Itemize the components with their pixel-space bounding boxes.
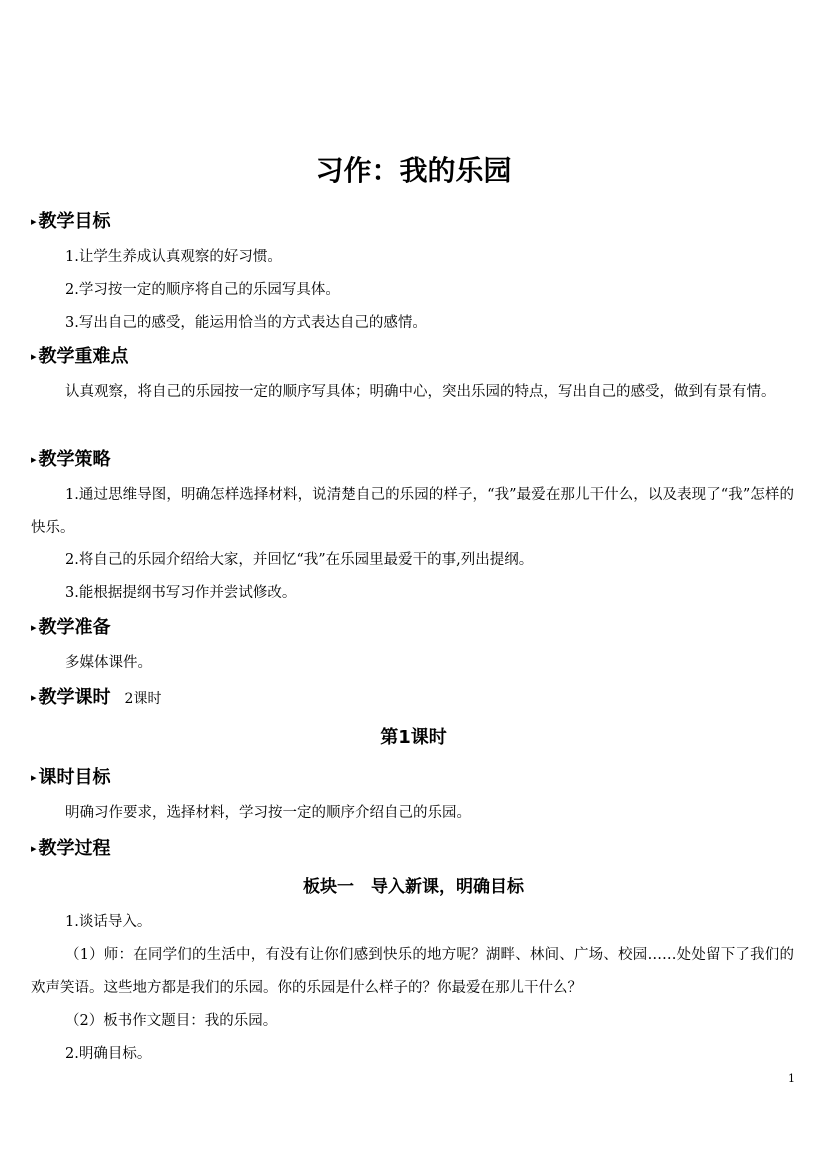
strategy-item: 1.通过思维导图，明确怎样选择材料，说清楚自己的乐园的样子，“我”最爱在那儿干什么，以及表现了“我”怎样的快乐。: [31, 487, 794, 536]
heading-label: 教学准备: [38, 617, 111, 638]
triangle-marker-icon: ▸: [31, 350, 37, 363]
process-item: 2.明确目标。: [65, 1046, 152, 1062]
difficulties-text: 认真观察，将自己的乐园按一定的顺序写具体；明确中心，突出乐园的特点，写出自己的感受，做到有景有情。: [65, 384, 776, 400]
page-number: 1: [788, 1072, 795, 1085]
heading-label: 教学课时: [38, 687, 111, 708]
heading-label: 教学重难点: [38, 346, 129, 367]
heading-label: 教学策略: [38, 449, 111, 470]
heading-label: 课时目标: [38, 767, 111, 788]
objective-text: 明确习作要求，选择材料，学习按一定的顺序介绍自己的乐园。: [65, 805, 471, 821]
lesson-title: 第1课时: [380, 727, 447, 748]
document-title: 习作：我的乐园: [315, 154, 512, 187]
goal-item: 2.学习按一定的顺序将自己的乐园写具体。: [65, 282, 340, 298]
section-heading-objective: [31, 766, 111, 792]
heading-label: 教学过程: [38, 838, 111, 859]
heading-label: 教学目标: [38, 211, 111, 232]
goal-item: 3.写出自己的感受，能运用恰当的方式表达自己的感情。: [65, 315, 427, 331]
section-heading-hours: [31, 686, 161, 712]
section-heading-goals: [31, 210, 111, 236]
triangle-marker-icon: ▸: [31, 842, 37, 855]
goal-item: 1.让学生养成认真观察的好习惯。: [65, 249, 282, 265]
triangle-marker-icon: ▸: [31, 453, 37, 466]
triangle-marker-icon: ▸: [31, 215, 37, 228]
hours-value: 2课时: [124, 691, 162, 707]
strategy-item: 3.能根据提纲书写习作并尝试修改。: [65, 585, 297, 601]
strategy-item: 2.将自己的乐园介绍给大家，并回忆“我”在乐园里最爱干的事,列出提纲。: [65, 552, 534, 568]
triangle-marker-icon: ▸: [31, 771, 37, 784]
triangle-marker-icon: ▸: [31, 691, 37, 704]
section-heading-preparation: [31, 616, 111, 642]
triangle-marker-icon: ▸: [31, 621, 37, 634]
section-heading-strategy: [31, 448, 111, 474]
process-item: （1）师：在同学们的生活中，有没有让你们感到快乐的地方呢？湖畔、林间、广场、校园……处处留下了我们的欢声笑语。这些地方都是我们的乐园。你的乐园是什么样子的？你最爱在那儿干什么？: [31, 947, 794, 996]
section-heading-difficulties: [31, 345, 129, 371]
section-heading-process: [31, 837, 111, 863]
preparation-text: 多媒体课件。: [65, 655, 152, 671]
block-title: 板块一 导入新课，明确目标: [303, 877, 524, 897]
process-item: 1.谈话导入。: [65, 914, 152, 930]
process-item: （2）板书作文题目：我的乐园。: [65, 1013, 278, 1029]
